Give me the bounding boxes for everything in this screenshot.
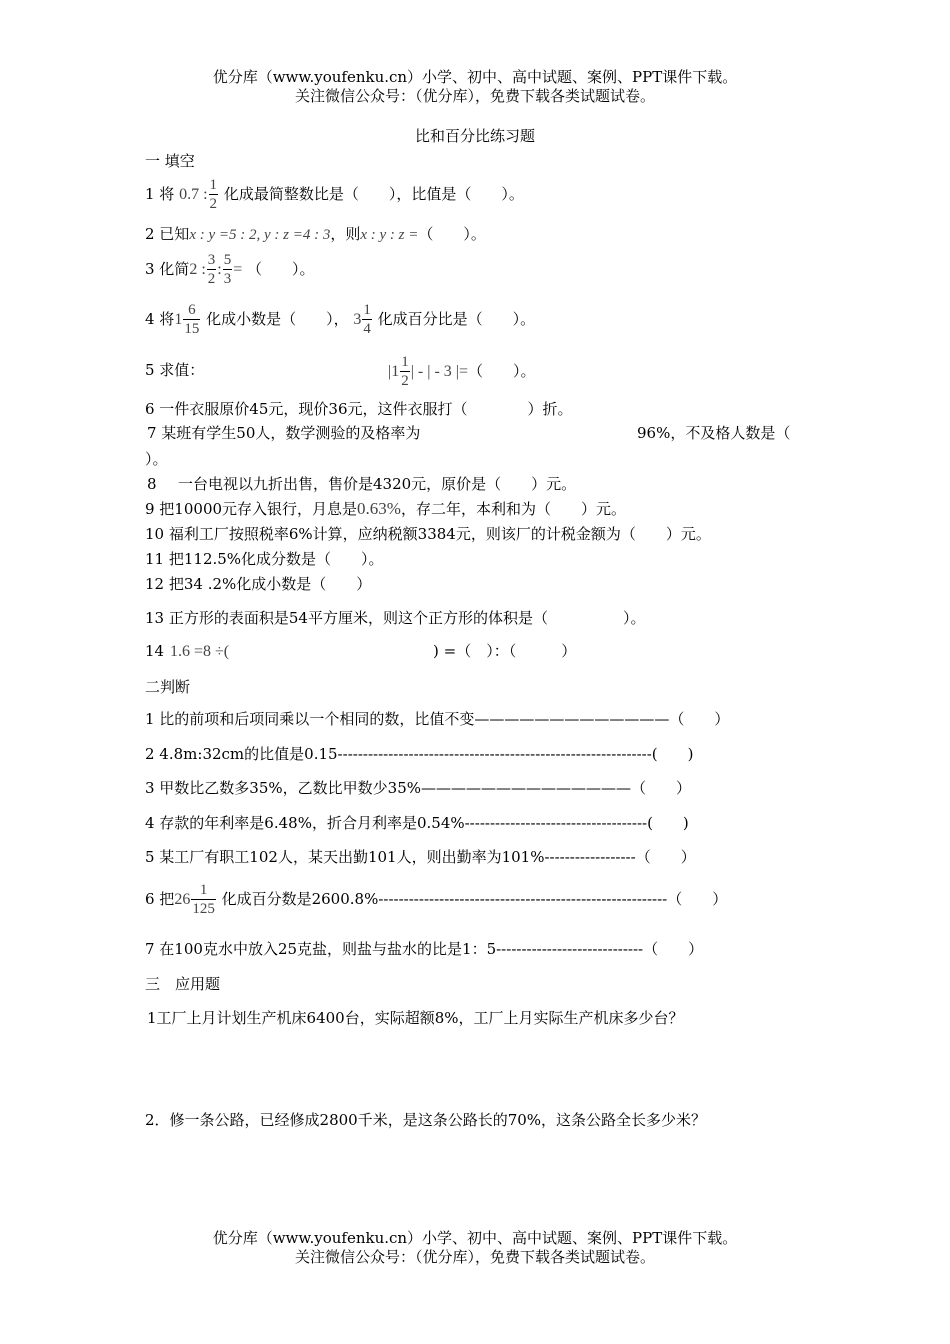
fill-q1: 1 将 0.7 : $\frac{1}{2}$ 化成最简整数比是（ ），比值是（ ）。 xyxy=(145,177,524,212)
fill-q8-number: 8 xyxy=(147,475,157,493)
judge-item-6: 6 把26 $\frac{1}{125}$ 化成百分数是2600.8%---------------------------------------------------------（ ） xyxy=(145,882,728,917)
fraction-1-2: $\frac{1}{2}$ xyxy=(209,177,218,212)
judge-item-7: 7 在100克水中放入25克盐，则盐与盐水的比是1：5-----------------------------（ ） xyxy=(145,940,704,958)
fill-q11: 11 把112.5%化成分数是（ ）。 xyxy=(145,550,384,568)
fill-q2: 2 已知x : y =5 : 2, y : z =4 : 3，则x : y : z =（ ）。 xyxy=(145,225,486,243)
fill-q9: 9 把10000元存入银行，月息是0.63%，存二年，本利和为（ ）元。 xyxy=(145,499,626,518)
fraction-1-4: $\frac{1}{4}$ xyxy=(363,302,371,337)
fill-q7-c: ）。 xyxy=(145,450,168,468)
fill-q13: 13 正方形的表面积是54平方厘米，则这个正方形的体积是（ ）。 xyxy=(145,609,646,627)
judge-item: 4 存款的年利率是6.48%，折合月利率是0.54%------------------------------------( ) xyxy=(145,814,689,832)
application-q2: 2．修一条公路，已经修成2800千米，是这条公路长的70%，这条公路全长多少米？ xyxy=(145,1111,707,1129)
fill-q5-expression: |1 $\frac{1}{2}$ | - | - 3 |=（ ）。 xyxy=(388,354,536,389)
judge-item: 3 甲数比乙数多35%，乙数比甲数少35%——————————————（ ） xyxy=(145,779,691,797)
header-line-1: 优分库（www.youfenku.cn）小学、初中、高中试题、案例、PPT课件下载。 xyxy=(212,68,738,86)
fill-q14-math: 1.6 =8 ÷( xyxy=(170,643,230,660)
fill-q6: 6 一件衣服原价45元，现价36元，这件衣服打（ ）折。 xyxy=(145,400,573,418)
section-3-heading: 三 应用题 xyxy=(145,975,221,993)
judge-item: 1 比的前项和后项同乘以一个相同的数，比值不变—————————————（ ） xyxy=(145,710,730,728)
page-title: 比和百分比练习题 xyxy=(414,127,535,145)
fraction-3-2: $\frac{3}{2}$ xyxy=(207,252,216,287)
fill-q5-label: 5 求值： xyxy=(145,361,205,379)
fraction-1-2b: $\frac{1}{2}$ xyxy=(401,354,409,389)
fraction-6-15: $\frac{6}{15}$ xyxy=(184,302,200,337)
fraction-5-3: $\frac{5}{3}$ xyxy=(223,252,232,287)
footer-line-1: 优分库（www.youfenku.cn）小学、初中、高中试题、案例、PPT课件下载。 xyxy=(212,1229,738,1247)
fill-q4: 4 将1 $\frac{6}{15}$ 化成小数是（ ）， 3 $\frac{1}{4}$ 化成百分比是（ ）。 xyxy=(145,302,536,337)
fill-q14-rest: ) =（ ）：（ ） xyxy=(433,642,577,660)
fill-q10: 10 福利工厂按照税率6%计算，应纳税额3384元，则该厂的计税金额为（ ）元。 xyxy=(145,525,711,543)
fill-q7-b: 96%，不及格人数是（ xyxy=(637,424,791,442)
fill-q3: 3 化简2 : $\frac{3}{2}$ : $\frac{5}{3}$ = （ ）。 xyxy=(145,252,315,287)
header-line-2: 关注微信公众号：（优分库），免费下载各类试题试卷。 xyxy=(294,87,655,105)
fill-q7-a: 7 某班有学生50人，数学测验的及格率为 xyxy=(147,424,421,442)
fill-q14-number: 14 xyxy=(145,642,165,660)
section-1-heading: 一 填空 xyxy=(145,152,195,170)
application-q1: 1工厂上月计划生产机床6400台，实际超额8%，工厂上月实际生产机床多少台？ xyxy=(147,1009,684,1027)
judge-item: 5 某工厂有职工102人，某天出勤101人，则出勤率为101%------------------（ ） xyxy=(145,848,696,866)
fill-q12: 12 把34 .2%化成小数是（ ） xyxy=(145,575,372,593)
fill-q8: 一台电视以九折出售，售价是4320元，原价是（ ）元。 xyxy=(178,475,577,493)
section-2-heading: 二判断 xyxy=(145,678,191,696)
judge-item: 2 4.8m:32cm的比值是0.15--------------------------------------------------------------( ) xyxy=(145,745,694,763)
footer-line-2: 关注微信公众号：（优分库），免费下载各类试题试卷。 xyxy=(294,1248,655,1266)
fraction-1-125: $\frac{1}{125}$ xyxy=(192,882,215,917)
